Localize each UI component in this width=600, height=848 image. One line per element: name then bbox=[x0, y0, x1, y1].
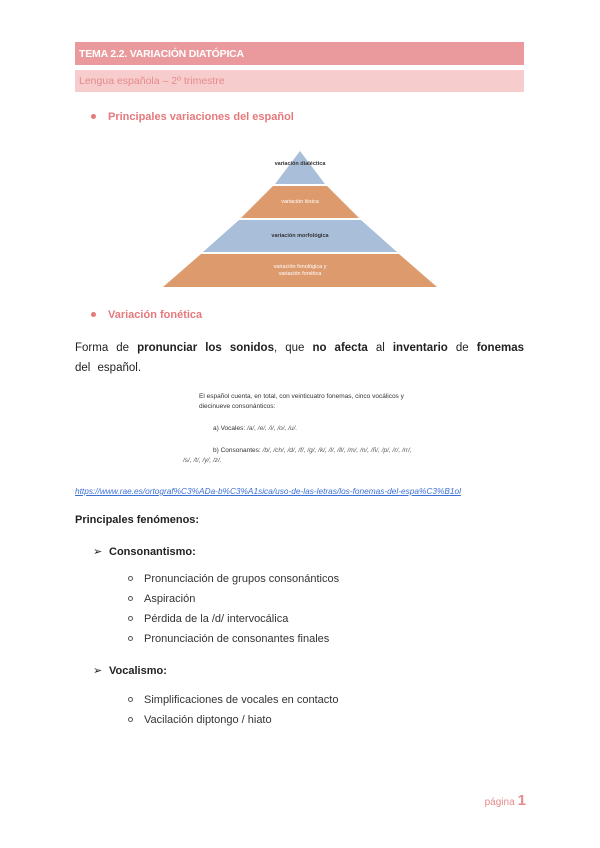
variation-pyramid bbox=[163, 146, 437, 287]
heading-text: Variación fonética bbox=[108, 309, 203, 321]
text-run: al bbox=[367, 342, 393, 354]
circle-bullet-icon bbox=[128, 636, 133, 641]
document-subtitle: Lengua española – 2º trimestre bbox=[75, 70, 524, 92]
text-run: , que bbox=[273, 342, 313, 354]
page-footer bbox=[485, 792, 526, 809]
heading-variacion-fonetica bbox=[91, 309, 202, 321]
document-title: TEMA 2.2. VARIACIÓN DIATÓPICA bbox=[75, 42, 524, 65]
list-item-text: Aspiración bbox=[144, 593, 196, 605]
bullet-dot-icon bbox=[91, 114, 96, 119]
vocalismo-heading bbox=[93, 664, 167, 677]
arrow-bullet-icon: ➢ bbox=[93, 665, 103, 677]
arrow-bullet-icon: ➢ bbox=[93, 546, 103, 558]
consonants-list: /b/, /ch/, /d/, /f/, /g/, /k/, /l/, /ll/, /m/, /n/, /ñ/, /p/, /r/, /rr/, /s/, /t/, /y/, /z/. bbox=[183, 447, 412, 464]
page-label: página bbox=[484, 797, 515, 808]
text-run: de bbox=[447, 342, 477, 354]
list-item-text: Pronunciación de consonantes finales bbox=[144, 633, 330, 645]
heading-principales-variaciones bbox=[91, 111, 294, 123]
vocalismo-title: Vocalismo: bbox=[109, 665, 167, 677]
bullet-dot-icon bbox=[91, 312, 96, 317]
consonantismo-title: Consonantismo: bbox=[109, 546, 196, 558]
list-item-text: Pronunciación de grupos consonánticos bbox=[144, 573, 340, 585]
vowels-label: a) Vocales: bbox=[213, 425, 247, 432]
list-item bbox=[128, 573, 339, 585]
text-run: Forma de bbox=[75, 342, 138, 354]
pyramid-label-1: variación dialéctica bbox=[274, 161, 326, 167]
bold-run: pronunciar los sonidos bbox=[137, 342, 274, 354]
list-item bbox=[128, 633, 329, 645]
list-item-text: Vacilación diptongo / hiato bbox=[144, 714, 272, 726]
definition-paragraph bbox=[75, 338, 524, 378]
page-number: 1 bbox=[517, 792, 526, 809]
fenomenos-label: Principales fenómenos: bbox=[75, 514, 200, 526]
heading-text: Principales variaciones del español bbox=[108, 111, 294, 123]
list-item-text: Simplificaciones de vocales en contacto bbox=[144, 694, 339, 706]
rae-source-link[interactable]: https://www.rae.es/ortograf%C3%ADa-b%C3%A1sica/uso-de-las-letras/los-fonemas-del-espa%C3%B1ol bbox=[75, 486, 461, 496]
pyramid-label-3: variación morfológica bbox=[271, 233, 329, 239]
bold-run: fonemas bbox=[476, 342, 524, 354]
pyramid-label-2: variación léxica bbox=[281, 199, 319, 205]
pyramid-label-4: variación fonológica y variación fonética bbox=[273, 264, 327, 277]
list-item bbox=[128, 694, 338, 706]
circle-bullet-icon bbox=[128, 576, 133, 581]
bold-run: no afecta bbox=[312, 342, 368, 354]
phoneme-quote-image bbox=[183, 390, 417, 472]
circle-bullet-icon bbox=[128, 717, 133, 722]
bold-run: inventario bbox=[392, 342, 448, 354]
list-item bbox=[128, 613, 288, 625]
circle-bullet-icon bbox=[128, 616, 133, 621]
consonantismo-heading bbox=[93, 545, 196, 558]
consonants-label: b) Consonantes: bbox=[213, 447, 263, 454]
list-item bbox=[128, 714, 272, 726]
vowels-list: /a/, /e/, /i/, /o/, /u/. bbox=[246, 425, 298, 432]
list-item bbox=[128, 593, 195, 605]
quote-vowels bbox=[213, 424, 413, 434]
circle-bullet-icon bbox=[128, 697, 133, 702]
quote-intro: El español cuenta, en total, con veinticuatro fonemas, cinco vocálicos y diecinueve consonánticos: bbox=[199, 393, 404, 410]
text-run: del español. bbox=[75, 362, 142, 374]
quote-consonants bbox=[183, 446, 417, 466]
circle-bullet-icon bbox=[128, 596, 133, 601]
list-item-text: Pérdida de la /d/ intervocálica bbox=[144, 613, 289, 625]
